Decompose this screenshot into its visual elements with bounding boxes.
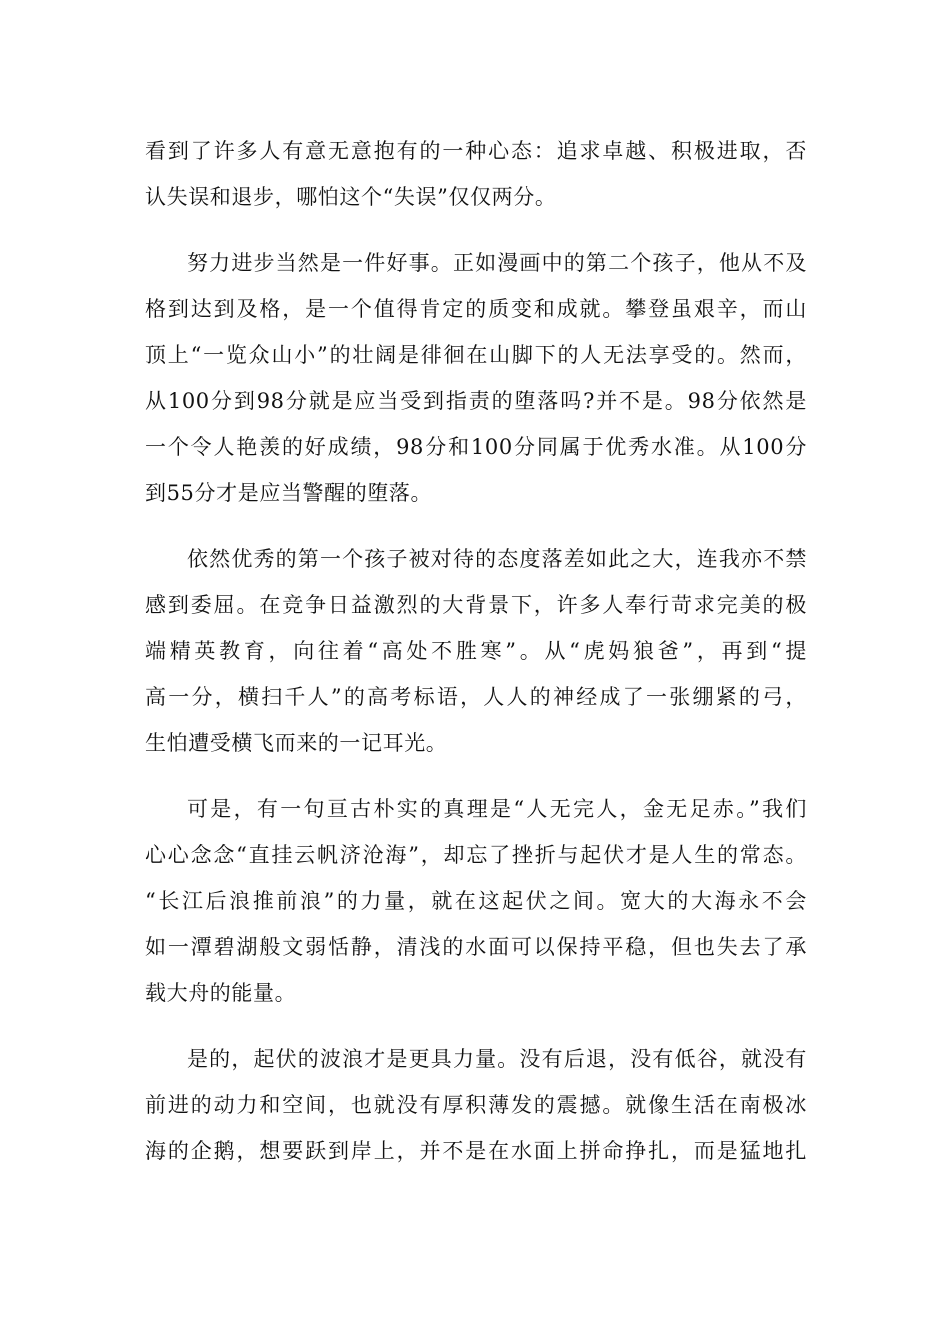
text-line: 看到了许多人有意无意抱有的一种心态：追求卓越、积极进取，否 (145, 139, 807, 163)
text-line: 格到达到及格，是一个值得肯定的质变和成就。攀登虽艰辛，而山 (145, 297, 807, 321)
text-line: 如一潭碧湖般文弱恬静，清浅的水面可以保持平稳，但也失去了承 (145, 935, 807, 959)
paragraph-5 (145, 1036, 807, 1174)
text-line: 是的，起伏的波浪才是更具力量。没有后退，没有低谷，就没有 (187, 1047, 807, 1071)
text-line: 认失误和退步，哪怕这个“失误”仅仅两分。 (145, 185, 557, 209)
paragraph-2 (145, 240, 807, 516)
text-line: 前进的动力和空间，也就没有厚积薄发的震撼。就像生活在南极冰 (145, 1093, 807, 1117)
text-line: 努力进步当然是一件好事。正如漫画中的第二个孩子，他从不及 (187, 251, 807, 275)
text-line: 依然优秀的第一个孩子被对待的态度落差如此之大，连我亦不禁 (187, 547, 807, 571)
text-line: 生怕遭受横飞而来的一记耳光。 (145, 731, 448, 755)
text-line: 一个令人艳羡的好成绩，98分和100分同属于优秀水准。从100分 (145, 435, 807, 459)
text-line: 端精英教育，向往着“高处不胜寒”。从“虎妈狼爸”，再到“提 (145, 639, 807, 663)
text-line: 载大舟的能量。 (145, 981, 297, 1005)
text-line: “长江后浪推前浪”的力量，就在这起伏之间。宽大的大海永不会 (145, 889, 807, 913)
essay-body (145, 128, 807, 1194)
paragraph-1 (145, 128, 807, 220)
text-line: 海的企鹅，想要跃到岸上，并不是在水面上拼命挣扎，而是猛地扎 (145, 1139, 807, 1163)
text-line: 到55分才是应当警醒的堕落。 (145, 481, 433, 505)
text-line: 心心念念“直挂云帆济沧海”，却忘了挫折与起伏才是人生的常态。 (145, 843, 807, 867)
text-line: 从100分到98分就是应当受到指责的堕落吗?并不是。98分依然是 (145, 389, 807, 413)
text-line: 感到委屈。在竞争日益激烈的大背景下，许多人奉行苛求完美的极 (145, 593, 807, 617)
paragraph-4 (145, 786, 807, 1016)
text-line: 高一分，横扫千人”的高考标语，人人的神经成了一张绷紧的弓， (145, 685, 807, 709)
text-line: 可是，有一句亘古朴实的真理是“人无完人，金无足赤。”我们 (187, 797, 807, 821)
text-line: 顶上“一览众山小”的壮阔是徘徊在山脚下的人无法享受的。然而， (145, 343, 807, 367)
paragraph-3 (145, 536, 807, 766)
